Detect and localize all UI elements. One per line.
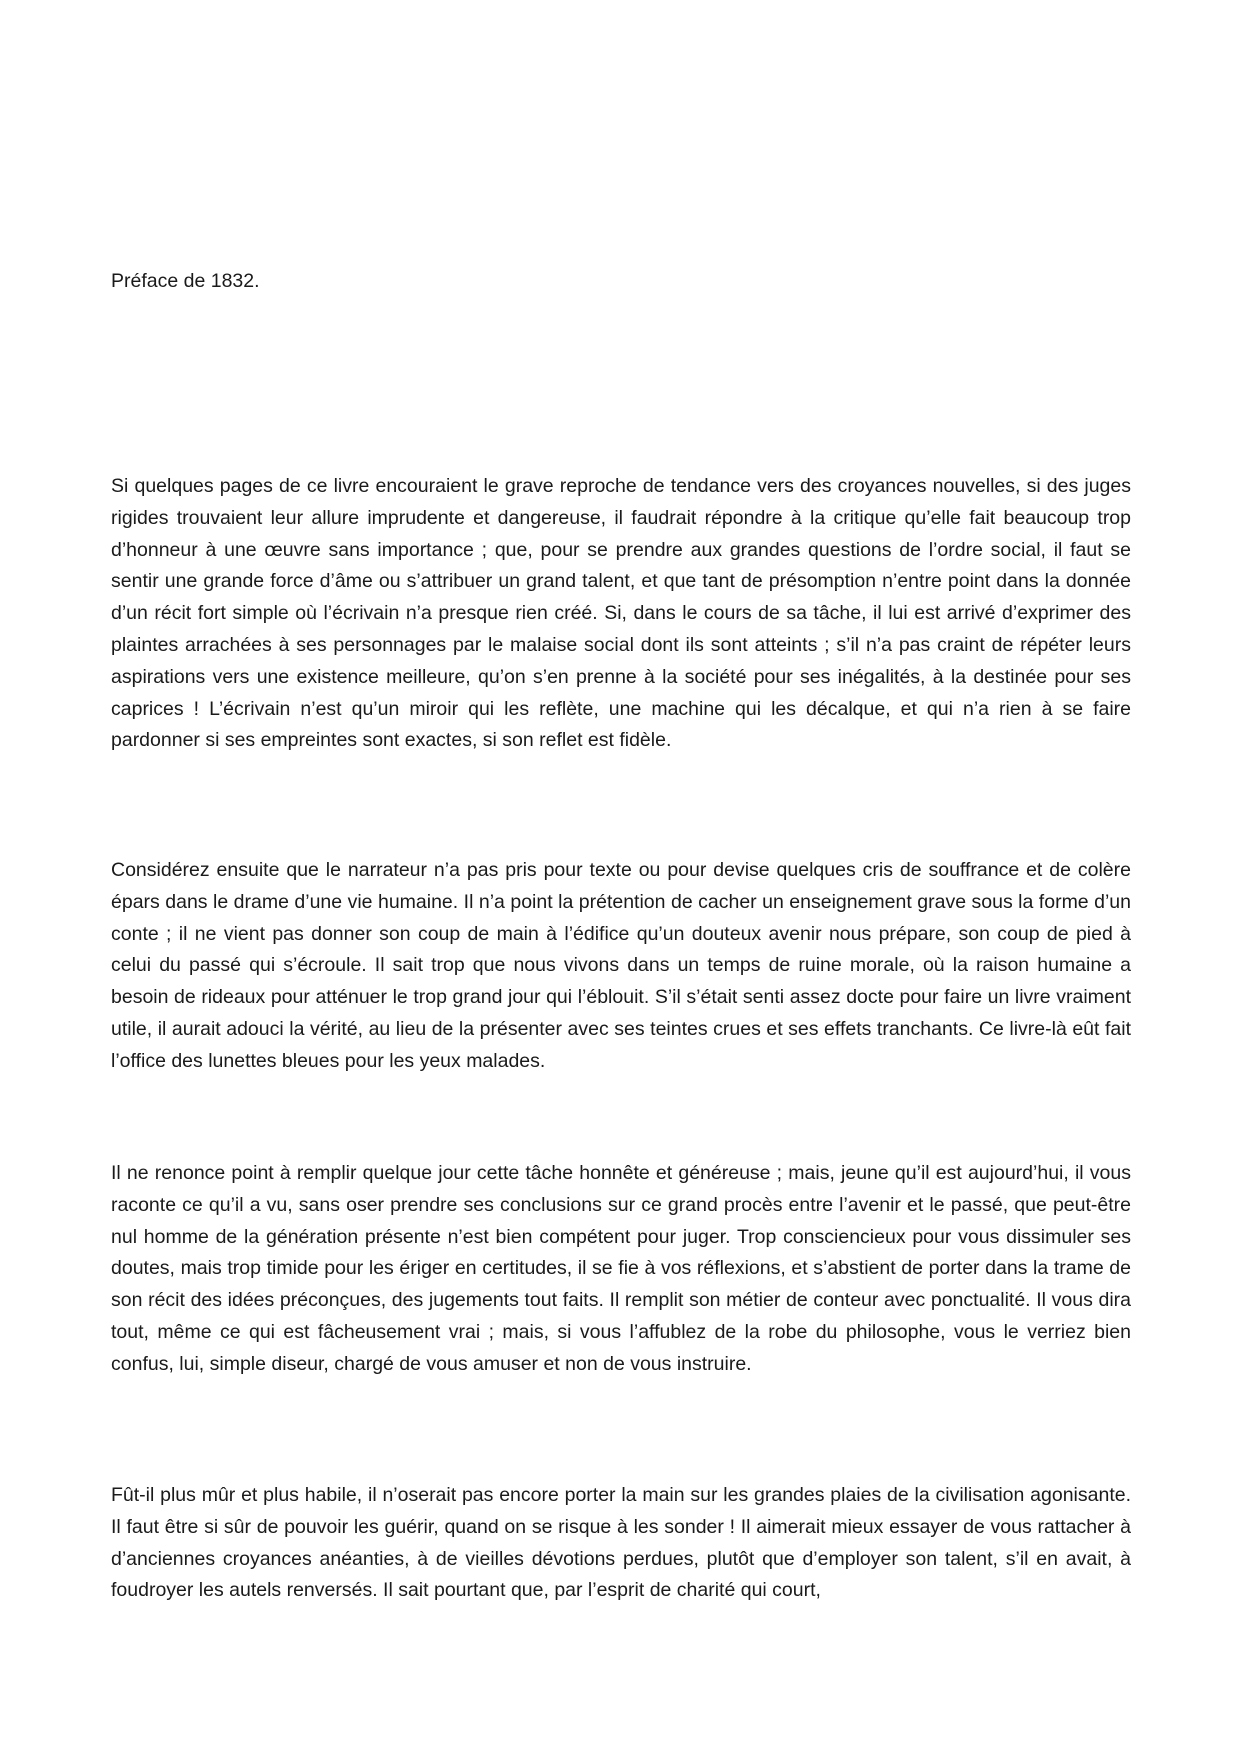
paragraph-2: Considérez ensuite que le narrateur n’a pas pris pour texte ou pour devise quelques cris de souffrance et de colère épars dans le drame d’une vie humaine. Il n’a point la prétention de cacher un enseignement grave sous la forme d’un conte ; il ne vient pas donner son coup de main à l’édifice qu’un douteux avenir nous prépare, son coup de pied à celui du passé qui s’écroule. Il sait trop que nous vivons dans un temps de ruine morale, où la raison humaine a besoin de rideaux pour atténuer le trop grand jour qui l’éblouit. S’il s’était senti assez docte pour faire un livre vraiment utile, il aurait adouci la vérité, au lieu de la présenter avec ses teintes crues et ses effets tranchants. Ce livre-là eût fait l’office des lunettes bleues pour les yeux malades. bbox=[111, 859, 1131, 1072]
paragraph-1: Si quelques pages de ce livre encouraient le grave reproche de tendance vers des croyances nouvelles, si des juges rigides trouvaient leur allure imprudente et dangereuse, il faudrait répondre à la critique qu’elle fait beaucoup trop d’honneur à une œuvre sans importance ; que, pour se prendre aux grandes questions de l’ordre social, il faut se sentir une grande force d’âme ou s’attribuer un grand talent, et que tant de présomption n’entre point dans la donnée d’un récit fort simple où l’écrivain n’a presque rien créé. Si, dans le cours de sa tâche, il lui est arrivé d’exprimer des plaintes arrachées à ses personnages par le malaise social dont ils sont atteints ; s’il n’a pas craint de répéter leurs aspirations vers une existence meilleure, qu’on s’en prenne à la société pour ses inégalités, à la destinée pour ses caprices ! L’écrivain n’est qu’un miroir qui les reflète, une machine qui les décalque, et qui n’a rien à se faire pardonner si ses empreintes sont exactes, si son reflet est fidèle. bbox=[111, 475, 1131, 752]
page-title: Préface de 1832. bbox=[111, 270, 260, 292]
paragraph-3: Il ne renonce point à remplir quelque jour cette tâche honnête et généreuse ; mais, jeune qu’il est aujourd’hui, il vous raconte ce qu’il a vu, sans oser prendre ses conclusions sur ce grand procès entre l’avenir et le passé, que peut-être nul homme de la génération présente n’est bien compétent pour juger. Trop consciencieux pour vous dissimuler ses doutes, mais trop timide pour les ériger en certitudes, il se fie à vos réflexions, et s’abstient de porter dans la trame de son récit des idées préconçues, des jugements tout faits. Il remplit son métier de conteur avec ponctualité. Il vous dira tout, même ce qui est fâcheusement vrai ; mais, si vous l’affublez de la robe du philosophe, vous le verriez bien confus, lui, simple diseur, chargé de vous amuser et non de vous instruire. bbox=[111, 1162, 1131, 1375]
paragraph-4: Fût-il plus mûr et plus habile, il n’oserait pas encore porter la main sur les grandes plaies de la civilisation agonisante. Il faut être si sûr de pouvoir les guérir, quand on se risque à les sonder ! Il aimerait mieux essayer de vous rattacher à d’anciennes croyances anéanties, à de vieilles dévotions perdues, plutôt que d’employer son talent, s’il en avait, à foudroyer les autels renversés. Il sait pourtant que, par l’esprit de charité qui court, bbox=[111, 1484, 1131, 1602]
